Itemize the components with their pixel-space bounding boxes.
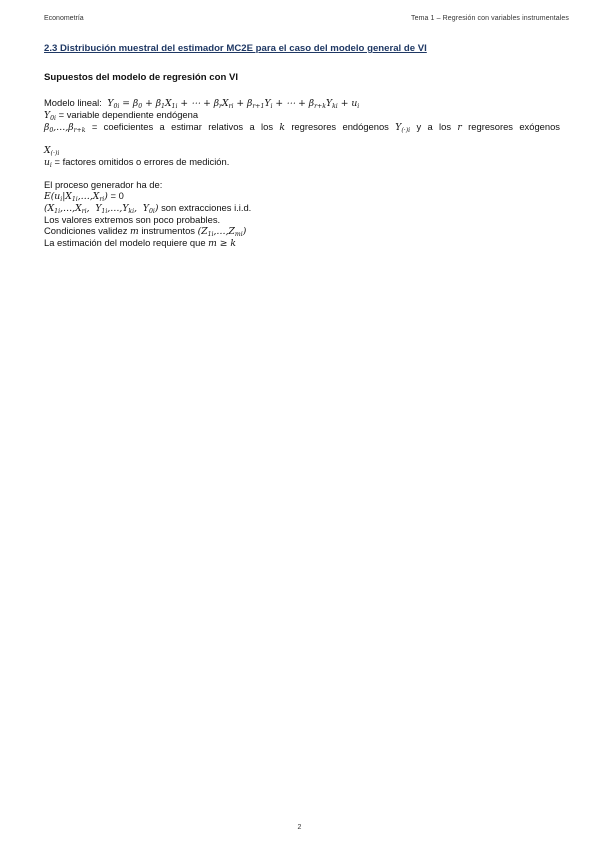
condition-1-expr: $E(u_i|X_{1i},\dots,X_{ri})$ — [44, 191, 108, 203]
model-equation: $Y_{0i} = \beta_0 + \beta_1X_{1i}$ + ⋯ + $\beta_rX_{ri} + \beta_{r+1}Y_i$ + ⋯ + $\beta_{r+k}Y_{ki} + u_i$ — [104, 98, 360, 110]
y-endog-symbol: $Y_{(\cdot)i}$ — [395, 122, 411, 134]
condition-3: Los valores extremos son poco probables. — [44, 214, 221, 225]
subheading: Supuestos del modelo de regresión con VI — [44, 72, 239, 83]
model-label: Modelo lineal: — [44, 97, 102, 108]
y-definition — [44, 109, 560, 121]
model-block — [44, 97, 560, 168]
condition-1-value: = 0 — [110, 190, 124, 201]
condition-4 — [44, 225, 560, 237]
x-exog-line — [44, 144, 560, 156]
process-intro: El proceso generador ha de: — [44, 179, 163, 190]
x-exog-symbol: $X_{(\cdot)i}$ — [44, 145, 60, 157]
condition-5-prefix: La estimación del modelo requiere que — [44, 237, 206, 248]
condition-2 — [44, 202, 560, 214]
instruments-expr: $(Z_{1i},\dots,Z_{mi})$ — [197, 226, 247, 238]
process-block — [44, 179, 560, 249]
condition-1 — [44, 190, 560, 202]
condition-2-expr: ($X_{1i},\dots,X_{ri}$, $Y_{1i},\dots,Y_{ki}$, $Y_{0i}$) — [44, 203, 159, 215]
page-number: 2 — [297, 824, 302, 831]
u-definition — [44, 156, 560, 168]
r-symbol: r — [457, 122, 462, 133]
u-symbol: $u_i$ — [44, 157, 52, 169]
condition-5 — [44, 237, 560, 249]
m-symbol: m — [130, 226, 139, 237]
beta-definition-mid2: y a los — [416, 121, 452, 132]
model-equation-line — [44, 97, 560, 109]
beta-definition-end: regresores exógenos — [468, 121, 560, 132]
u-definition-text: = factores omitidos o errores de medición. — [54, 156, 230, 167]
header-topic-title: Tema 1 – Regresión con variables instrumentales — [411, 15, 569, 22]
beta-definition-mid1: regresores endógenos — [291, 121, 389, 132]
section-title[interactable]: 2.3 Distribución muestral del estimador MC2E para el caso del modelo general de VI — [44, 43, 427, 54]
beta-symbols: $\beta_0,\dots,\beta_{r+k}$ — [44, 122, 86, 134]
beta-definition-text: = coeficientes a estimar relativos a los — [91, 121, 274, 132]
blank-line — [44, 168, 560, 179]
condition-4-mid: instrumentos — [141, 225, 195, 236]
beta-definition — [44, 121, 560, 144]
condition-2-text: son extracciones i.i.d. — [161, 202, 252, 213]
header-course-title: Econometría — [44, 15, 84, 22]
condition-4-prefix: Condiciones validez — [44, 225, 128, 236]
y-symbol: $Y_{0i}$ — [44, 110, 56, 122]
page-header — [44, 15, 569, 27]
k-symbol: k — [279, 122, 285, 133]
page-content — [44, 43, 560, 249]
m-ge-k-expr: m ≥ k — [208, 238, 236, 249]
y-definition-text: = variable dependiente endógena — [58, 109, 199, 120]
